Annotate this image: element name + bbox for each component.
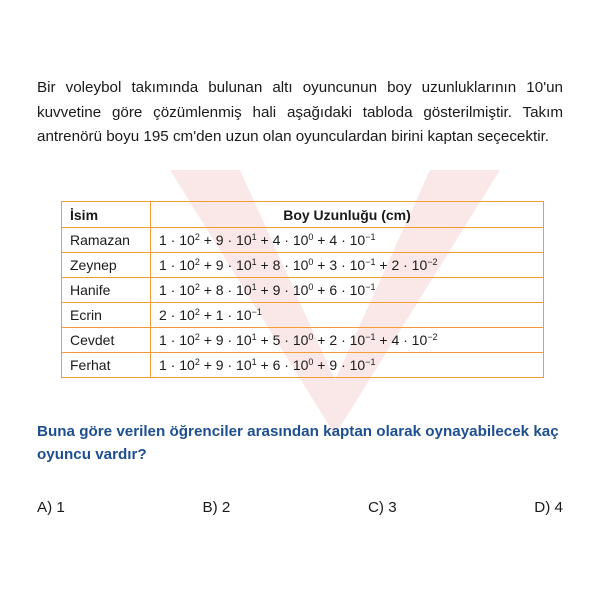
term-exponent: 2 (194, 357, 200, 367)
table-row (62, 328, 544, 353)
player-name: Ramazan (62, 228, 151, 253)
term-exponent: 0 (308, 257, 314, 267)
term-exponent: 1 (251, 257, 257, 267)
term-exponent: −1 (365, 282, 376, 292)
term-coefficient: 5 (272, 332, 281, 348)
term-coefficient: 1 (159, 357, 167, 373)
player-name: Zeynep (62, 253, 151, 278)
term-coefficient: 4 (272, 232, 281, 248)
term-exponent: 1 (251, 357, 257, 367)
height-expression: $1 \cdot 10^2 + 8 \cdot 10^1 + 9 \cdot 10^0 + 6 \cdot 10^{-1}$ (151, 278, 544, 303)
term-coefficient: 4 (329, 232, 338, 248)
term-exponent: 2 (194, 307, 200, 317)
term-exponent: 2 (194, 332, 200, 342)
term-exponent: 0 (308, 332, 314, 342)
term-exponent: 1 (251, 232, 257, 242)
term-exponent: −1 (365, 357, 376, 367)
option-d[interactable]: D) 4 (534, 499, 563, 516)
header-height: Boy Uzunluğu (cm) (151, 202, 544, 228)
term-exponent: 1 (251, 332, 257, 342)
player-name: Cevdet (62, 328, 151, 353)
term-exponent: 2 (194, 282, 200, 292)
term-exponent: 2 (194, 232, 200, 242)
term-coefficient: 6 (272, 357, 281, 373)
term-coefficient: 9 (215, 357, 224, 373)
term-exponent: −1 (365, 257, 376, 267)
term-coefficient: 9 (215, 257, 224, 273)
term-exponent: 2 (194, 257, 200, 267)
term-exponent: 0 (308, 232, 314, 242)
table-row (62, 278, 544, 303)
option-a[interactable]: A) 1 (37, 499, 65, 516)
term-coefficient: 9 (215, 232, 224, 248)
term-coefficient: 8 (215, 282, 224, 298)
height-table (61, 201, 544, 378)
term-exponent: −2 (427, 332, 438, 342)
height-expression: $1 \cdot 10^2 + 9 \cdot 10^1 + 5 \cdot 10^0 + 2 \cdot 10^{-1} + 4 \cdot 10^{-2}$ (151, 328, 544, 353)
term-exponent: −1 (365, 232, 376, 242)
table-row (62, 228, 544, 253)
option-b[interactable]: B) 2 (202, 499, 231, 516)
term-coefficient: 1 (215, 307, 224, 323)
height-expression: $1 \cdot 10^2 + 9 \cdot 10^1 + 8 \cdot 10^0 + 3 \cdot 10^{-1} + 2 \cdot 10^{-2}$ (151, 253, 544, 278)
term-coefficient: 1 (159, 232, 167, 248)
player-name: Ecrin (62, 303, 151, 328)
question-text: Buna göre verilen öğrenciler arasından kaptan olarak oynayabilecek kaç oyuncu vardır? (37, 423, 559, 463)
term-coefficient: 9 (215, 332, 224, 348)
problem-text: Bir voleybol takımında bulunan altı oyuncunun boy uzunluklarının 10'un kuvvetine göre çözümlenmiş hali aşağıdaki tabloda gösterilmiştir. Takım antrenörü boyu 195 cm'den uzun olan oyunculardan birini kaptan seçecektir. (37, 79, 563, 145)
table-row (62, 303, 544, 328)
term-coefficient: 9 (272, 282, 281, 298)
term-coefficient: 1 (159, 282, 167, 298)
table-row (62, 253, 544, 278)
term-coefficient: 9 (329, 357, 338, 373)
term-coefficient: 1 (159, 257, 167, 273)
term-coefficient: 8 (272, 257, 281, 273)
term-coefficient: 1 (159, 332, 167, 348)
option-c[interactable]: C) 3 (367, 499, 397, 516)
term-coefficient: 6 (329, 282, 338, 298)
term-coefficient: 4 (391, 332, 400, 348)
term-coefficient: 2 (329, 332, 338, 348)
table-header-row (62, 202, 544, 228)
term-exponent: 1 (251, 282, 257, 292)
term-exponent: 0 (308, 357, 314, 367)
table-row (62, 353, 544, 378)
height-expression: $1 \cdot 10^2 + 9 \cdot 10^1 + 4 \cdot 10^0 + 4 \cdot 10^{-1}$ (151, 228, 544, 253)
header-name: İsim (62, 202, 151, 228)
term-coefficient: 3 (329, 257, 338, 273)
term-coefficient: 2 (159, 307, 167, 323)
term-exponent: −1 (251, 307, 262, 317)
answer-options (37, 499, 563, 516)
height-expression: $2 \cdot 10^2 + 1 \cdot 10^{-1}$ (151, 303, 544, 328)
player-name: Hanife (62, 278, 151, 303)
term-coefficient: 2 (391, 257, 400, 273)
term-exponent: −1 (365, 332, 376, 342)
player-name: Ferhat (62, 353, 151, 378)
height-expression: $1 \cdot 10^2 + 9 \cdot 10^1 + 6 \cdot 10^0 + 9 \cdot 10^{-1}$ (151, 353, 544, 378)
term-exponent: −2 (427, 257, 438, 267)
term-exponent: 0 (308, 282, 314, 292)
